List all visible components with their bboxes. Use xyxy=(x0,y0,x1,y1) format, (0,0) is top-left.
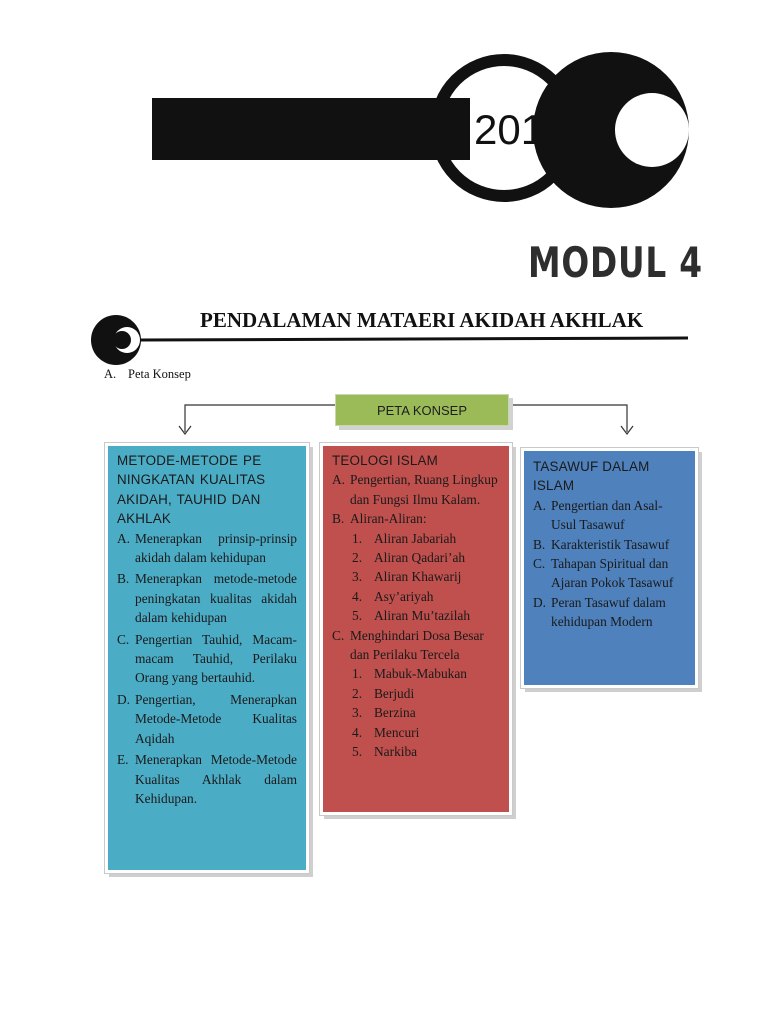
section-letter: A. xyxy=(104,367,117,381)
list-item xyxy=(117,529,297,568)
right-box-list xyxy=(533,496,687,632)
middle-box-list xyxy=(332,470,501,761)
header-year: 2015 xyxy=(474,106,568,153)
item-label: E. xyxy=(117,752,129,768)
concept-box-left xyxy=(105,443,309,873)
item-label: B. xyxy=(332,511,345,527)
item-text: Menerapkan prinsip-prinsip akidah dalam kehidupan xyxy=(135,530,297,566)
item-text: Pengertian dan Asal-Usul Tasawuf xyxy=(551,497,663,533)
item-label: A. xyxy=(332,472,346,488)
right-title-line: TASAWUF DALAM xyxy=(533,459,650,474)
module-title: MODUL 4 xyxy=(528,238,703,287)
item-text: Menerapkan Metode-Metode Kualitas Akhlak dalam Kehidupan. xyxy=(135,752,297,806)
header-black-bar xyxy=(152,98,470,160)
sub-list-item xyxy=(332,567,501,586)
item-text: Berzina xyxy=(374,705,416,721)
item-text: Pengertian, Ruang Lingkup dan Fungsi Ilmu Kalam. xyxy=(350,472,498,507)
section-heading xyxy=(104,367,191,382)
concept-box-right xyxy=(521,448,698,688)
item-label: C. xyxy=(117,631,130,647)
item-text: Aliran Khawarij xyxy=(374,569,462,585)
sub-list-item xyxy=(332,703,501,722)
item-text: Narkiba xyxy=(374,744,418,760)
item-text: Tahapan Spiritual dan Ajaran Pokok Tasawuf xyxy=(551,556,674,591)
left-title-line: NINGKATAN KUALITAS xyxy=(117,472,266,488)
item-label: D. xyxy=(117,691,131,707)
item-text: Pengertian Tauhid, Macam-macam Tauhid, Perilaku Orang yang bertauhid. xyxy=(135,631,297,686)
item-text: Aliran Qadari’ah xyxy=(374,550,466,566)
item-label: 3. xyxy=(352,705,363,721)
right-title-line: ISLAM xyxy=(533,478,575,494)
list-item xyxy=(533,496,687,535)
item-text: Pengertian, Menerapkan Metode-Metode Kualitas Aqidah xyxy=(135,691,297,746)
left-title-line: AKHLAK xyxy=(117,511,172,527)
list-item xyxy=(117,690,297,748)
item-label: C. xyxy=(332,627,345,643)
list-item xyxy=(332,626,501,665)
item-text: Asy’ariyah xyxy=(374,588,434,604)
list-item xyxy=(332,470,501,509)
item-label: B. xyxy=(533,536,546,552)
item-label: C. xyxy=(533,556,546,572)
item-label: A. xyxy=(117,530,131,546)
sub-list-item xyxy=(332,742,501,761)
item-label: 2. xyxy=(352,685,363,701)
item-label: 3. xyxy=(352,569,363,585)
connector-right xyxy=(509,405,627,432)
item-text: Berjudi xyxy=(374,685,415,701)
item-text: Menghindari Dosa Besar dan Perilaku Tercela xyxy=(350,627,484,663)
sub-list-item xyxy=(332,684,501,703)
item-label: A. xyxy=(533,497,547,513)
item-label: 5. xyxy=(352,608,363,624)
sub-list-item xyxy=(332,606,501,625)
decorative-circle-inner xyxy=(615,93,689,167)
item-label: 1. xyxy=(352,666,363,682)
sub-list-item xyxy=(332,723,501,742)
item-text: Karakteristik Tasawuf xyxy=(551,536,670,552)
left-box-list xyxy=(117,529,297,809)
item-label: 1. xyxy=(352,530,363,546)
left-title-line: METODE-METODE PE xyxy=(117,453,262,468)
item-label: B. xyxy=(117,571,130,587)
module-subtitle: PENDALAMAN MATAERI AKIDAH AKHLAK xyxy=(200,308,644,332)
sub-list-item xyxy=(332,664,501,683)
item-label: 4. xyxy=(352,588,363,604)
item-label: 2. xyxy=(352,550,363,566)
item-text: Aliran Mu’tazilah xyxy=(374,608,471,624)
item-text: Peran Tasawuf dalam kehidupan Modern xyxy=(551,594,666,630)
item-text: Aliran-Aliran: xyxy=(350,511,427,527)
item-label: D. xyxy=(533,594,547,610)
left-box-title xyxy=(117,451,297,529)
section-label: Peta Konsep xyxy=(128,367,191,381)
list-item xyxy=(117,630,297,688)
sub-list-item xyxy=(332,548,501,567)
sub-list-item xyxy=(332,529,501,548)
list-item xyxy=(117,750,297,808)
list-item xyxy=(533,535,687,554)
list-item xyxy=(533,593,687,632)
item-text: Aliran Jabariah xyxy=(374,530,457,546)
item-label: 5. xyxy=(352,744,363,760)
item-text: Mencuri xyxy=(374,724,420,740)
concept-map-root: PETA KONSEP xyxy=(335,394,509,426)
sub-list-item xyxy=(332,587,501,606)
list-item xyxy=(117,569,297,627)
connector-left xyxy=(185,405,335,432)
list-item xyxy=(533,554,687,593)
list-item xyxy=(332,509,501,528)
concept-box-middle xyxy=(320,443,512,815)
middle-box-title: TEOLOGI ISLAM xyxy=(332,453,439,468)
right-box-title xyxy=(533,457,687,496)
item-text: Menerapkan metode-metode peningkatan kualitas akidah dalam kehidupan xyxy=(135,571,297,626)
item-text: Mabuk-Mabukan xyxy=(374,666,467,682)
subtitle-logo-core xyxy=(113,331,131,349)
subtitle-underline xyxy=(140,338,688,340)
left-title-line: AKIDAH, TAUHID DAN xyxy=(117,491,261,507)
item-label: 4. xyxy=(352,724,363,740)
